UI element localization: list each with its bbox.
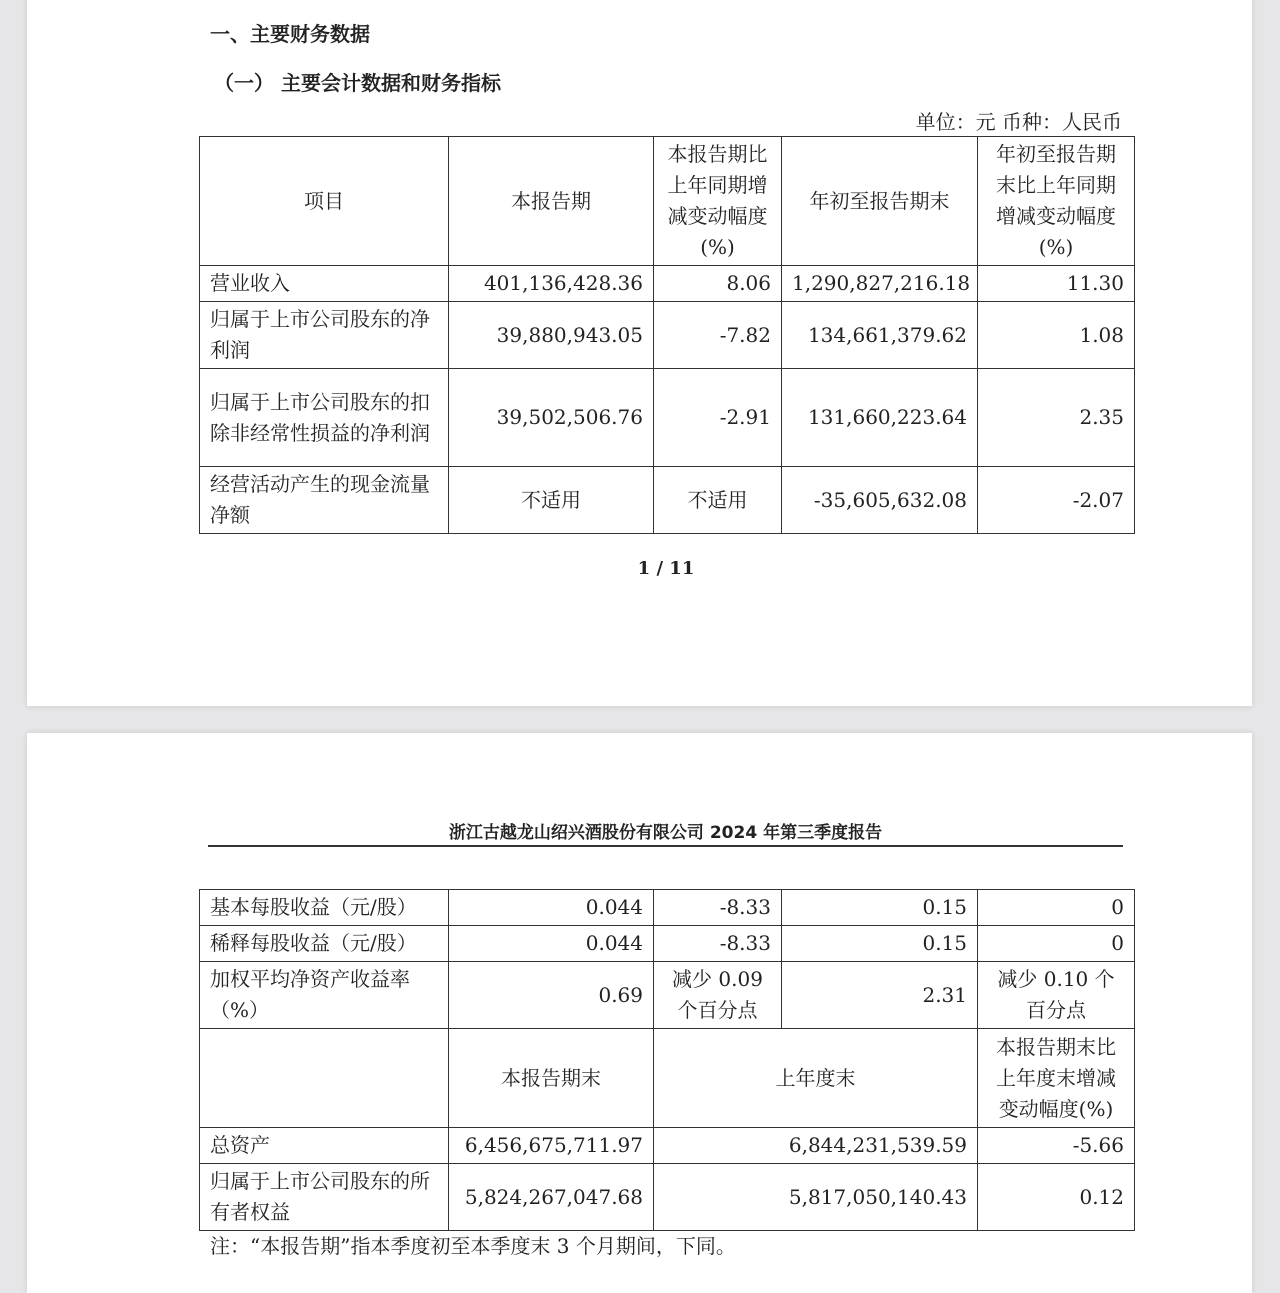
- header-current-period: 本报告期: [449, 137, 654, 266]
- cell-value: 0.15: [782, 926, 978, 962]
- cell-value: 401,136,428.36: [449, 266, 654, 302]
- report-header: 浙江古越龙山绍兴酒股份有限公司 2024 年第三季度报告: [448, 823, 883, 843]
- row-label: 经营活动产生的现金流量净额: [200, 467, 449, 534]
- row-label: 加权平均净资产收益率（%）: [200, 962, 449, 1029]
- subheader-change: 本报告期末比上年度末增减变动幅度(%): [978, 1029, 1135, 1128]
- footnote: 注：“本报告期”指本季度初至本季度末 3 个月期间，下同。: [210, 1234, 736, 1258]
- row-label: 营业收入: [200, 266, 449, 302]
- header-ytd: 年初至报告期末: [782, 137, 978, 266]
- cell-value: -8.33: [654, 926, 782, 962]
- table-row: [200, 962, 1135, 1029]
- cell-value: 0.69: [449, 962, 654, 1029]
- cell-value: 8.06: [654, 266, 782, 302]
- row-label: 归属于上市公司股东的净利润: [200, 302, 449, 369]
- cell-value: 0.044: [449, 890, 654, 926]
- cell-value: 39,502,506.76: [449, 369, 654, 467]
- table-subheader-row: [200, 1029, 1135, 1128]
- key-financial-data-table-continued: [199, 889, 1135, 1231]
- cell-value: 5,824,267,047.68: [449, 1164, 654, 1231]
- cell-value: 6,844,231,539.59: [654, 1128, 978, 1164]
- unit-currency-line: 单位：元 币种：人民币: [915, 110, 1122, 134]
- table-row: [200, 369, 1135, 467]
- cell-value: 1.08: [978, 302, 1135, 369]
- row-label: 总资产: [200, 1128, 449, 1164]
- cell-value: 2.31: [782, 962, 978, 1029]
- cell-value: 131,660,223.64: [782, 369, 978, 467]
- header-ytd-change: 年初至报告期末比上年同期增减变动幅度(%): [978, 137, 1135, 266]
- table-row: [200, 926, 1135, 962]
- cell-value: -2.07: [978, 467, 1135, 534]
- cell-value: -35,605,632.08: [782, 467, 978, 534]
- cell-value: -8.33: [654, 890, 782, 926]
- cell-value: 0.044: [449, 926, 654, 962]
- cell-value: 减少 0.09 个百分点: [654, 962, 782, 1029]
- cell-value: 不适用: [654, 467, 782, 534]
- header-current-change: 本报告期比上年同期增减变动幅度(%): [654, 137, 782, 266]
- row-label: 基本每股收益（元/股）: [200, 890, 449, 926]
- cell-value: 0.12: [978, 1164, 1135, 1231]
- cell-value: 11.30: [978, 266, 1135, 302]
- subsection-title: （一） 主要会计数据和财务指标: [214, 71, 501, 95]
- subheader-blank: [200, 1029, 449, 1128]
- header-item: 项目: [200, 137, 449, 266]
- cell-value: 5,817,050,140.43: [654, 1164, 978, 1231]
- cell-value: 减少 0.10 个百分点: [978, 962, 1135, 1029]
- section-title: 一、主要财务数据: [210, 22, 370, 46]
- cell-value: 0: [978, 926, 1135, 962]
- cell-value: 0.15: [782, 890, 978, 926]
- table-row: [200, 1164, 1135, 1231]
- key-financial-data-table: [199, 136, 1135, 534]
- cell-value: 134,661,379.62: [782, 302, 978, 369]
- subheader-period-end: 本报告期末: [449, 1029, 654, 1128]
- cell-value: 2.35: [978, 369, 1135, 467]
- table-row: [200, 302, 1135, 369]
- page-number: 1 / 11: [637, 558, 695, 579]
- table-row: [200, 1128, 1135, 1164]
- cell-value: -7.82: [654, 302, 782, 369]
- table-row: [200, 890, 1135, 926]
- cell-value: 6,456,675,711.97: [449, 1128, 654, 1164]
- row-label: 归属于上市公司股东的扣除非经常性损益的净利润: [200, 369, 449, 467]
- header-divider: [208, 845, 1123, 847]
- cell-value: -2.91: [654, 369, 782, 467]
- row-label: 稀释每股收益（元/股）: [200, 926, 449, 962]
- row-label: 归属于上市公司股东的所有者权益: [200, 1164, 449, 1231]
- subheader-prior-year-end: 上年度末: [654, 1029, 978, 1128]
- table-header-row: [200, 137, 1135, 266]
- table-row: [200, 467, 1135, 534]
- cell-value: 1,290,827,216.18: [782, 266, 978, 302]
- cell-value: -5.66: [978, 1128, 1135, 1164]
- cell-value: 不适用: [449, 467, 654, 534]
- cell-value: 0: [978, 890, 1135, 926]
- cell-value: 39,880,943.05: [449, 302, 654, 369]
- table-row: [200, 266, 1135, 302]
